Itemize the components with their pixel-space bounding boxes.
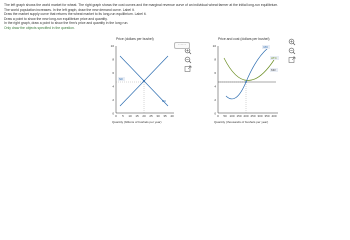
left-x-tick: 5 (122, 114, 124, 118)
zoom-in-icon[interactable] (289, 39, 295, 45)
export-icon[interactable] (289, 57, 295, 63)
right-x-tick: 200 (243, 114, 249, 118)
zoom-out-icon[interactable] (289, 48, 295, 54)
atc-curve[interactable] (224, 58, 274, 81)
instruction-line: The left graph shows the world market for wheat. The right graph shows the cost curves and the marginal revenue curve of an individual wheat farmer at the initial long-run equilibrium. (4, 3, 279, 7)
s0-label: S0 (119, 77, 123, 81)
right-y-tick: 4 (214, 84, 216, 89)
right-toolbar (288, 38, 296, 66)
left-graph[interactable] (104, 36, 182, 131)
right-graph-panel (206, 36, 286, 136)
left-x-tick: 20 (142, 114, 146, 118)
left-y-tick: 8 (112, 57, 114, 62)
firm-equilibrium-point (245, 81, 247, 83)
left-x-axis-label: Quantity (billions of bushels per year) (112, 120, 162, 124)
mr-label: MR (271, 68, 276, 72)
left-y-tick: 10 (110, 44, 114, 48)
left-y-tick: 2 (112, 98, 114, 102)
left-y-axis-label: Price (dollars per bushel) (116, 37, 154, 41)
instruction-line: The world population increases. In the left graph, draw the new demand curve. Label it. (4, 7, 135, 12)
export-icon[interactable] (185, 66, 191, 72)
right-y-tick: 0 (214, 111, 216, 116)
right-y-tick: 2 (214, 98, 216, 102)
instruction-line: In the right graph, draw a point to show the firm's price and quantity in the long run. (4, 21, 129, 26)
right-x-tick: 300 (257, 114, 263, 118)
left-y-tick: 0 (112, 111, 114, 116)
mc-label: MC (263, 45, 269, 49)
left-graph-panel (104, 36, 182, 136)
zoom-out-icon[interactable] (185, 57, 191, 63)
instruction-line: Draw a point to show the new long-run equilibrium price and quantity. (4, 16, 108, 21)
left-y-tick: 4 (112, 84, 114, 89)
right-x-tick: 150 (236, 114, 242, 118)
right-y-axis-label: Price and cost (dollars per bushel) (218, 37, 270, 41)
right-x-tick: 250 (250, 114, 256, 118)
left-x-tick: 35 (163, 114, 167, 118)
panel-divider-handle[interactable]: ⋯⋯ (174, 42, 190, 49)
right-x-tick: 400 (271, 114, 277, 118)
right-x-tick: 100 (229, 114, 235, 118)
right-graph[interactable] (206, 36, 286, 131)
right-y-tick: 6 (214, 71, 216, 75)
instruction-note: Only draw the objects specified in the question. (4, 25, 75, 30)
left-x-tick: 15 (135, 114, 139, 118)
right-y-tick: 10 (212, 44, 216, 48)
d0-label: D0 (162, 99, 166, 103)
left-toolbar (184, 47, 192, 75)
left-x-tick: 25 (149, 114, 153, 118)
atc-label: ATC (271, 56, 277, 60)
right-x-tick: 350 (264, 114, 270, 118)
equilibrium-point (143, 80, 145, 82)
left-x-tick: 10 (128, 114, 132, 118)
left-y-tick: 6 (112, 71, 114, 75)
left-x-tick: 0 (115, 114, 117, 118)
left-x-tick: 30 (156, 114, 160, 118)
right-y-tick: 8 (214, 57, 216, 62)
right-x-tick: 50 (223, 114, 227, 118)
left-x-tick: 40 (170, 114, 174, 118)
question-instructions (4, 3, 344, 31)
right-x-axis-label: Quantity (thousands of bushels per year) (214, 120, 269, 124)
mc-curve[interactable] (226, 48, 268, 99)
instruction-line: Draw the market supply curve that returns the wheat market to its long-run equilibrium. Label it. (4, 12, 147, 17)
right-x-tick: 0 (217, 114, 219, 118)
